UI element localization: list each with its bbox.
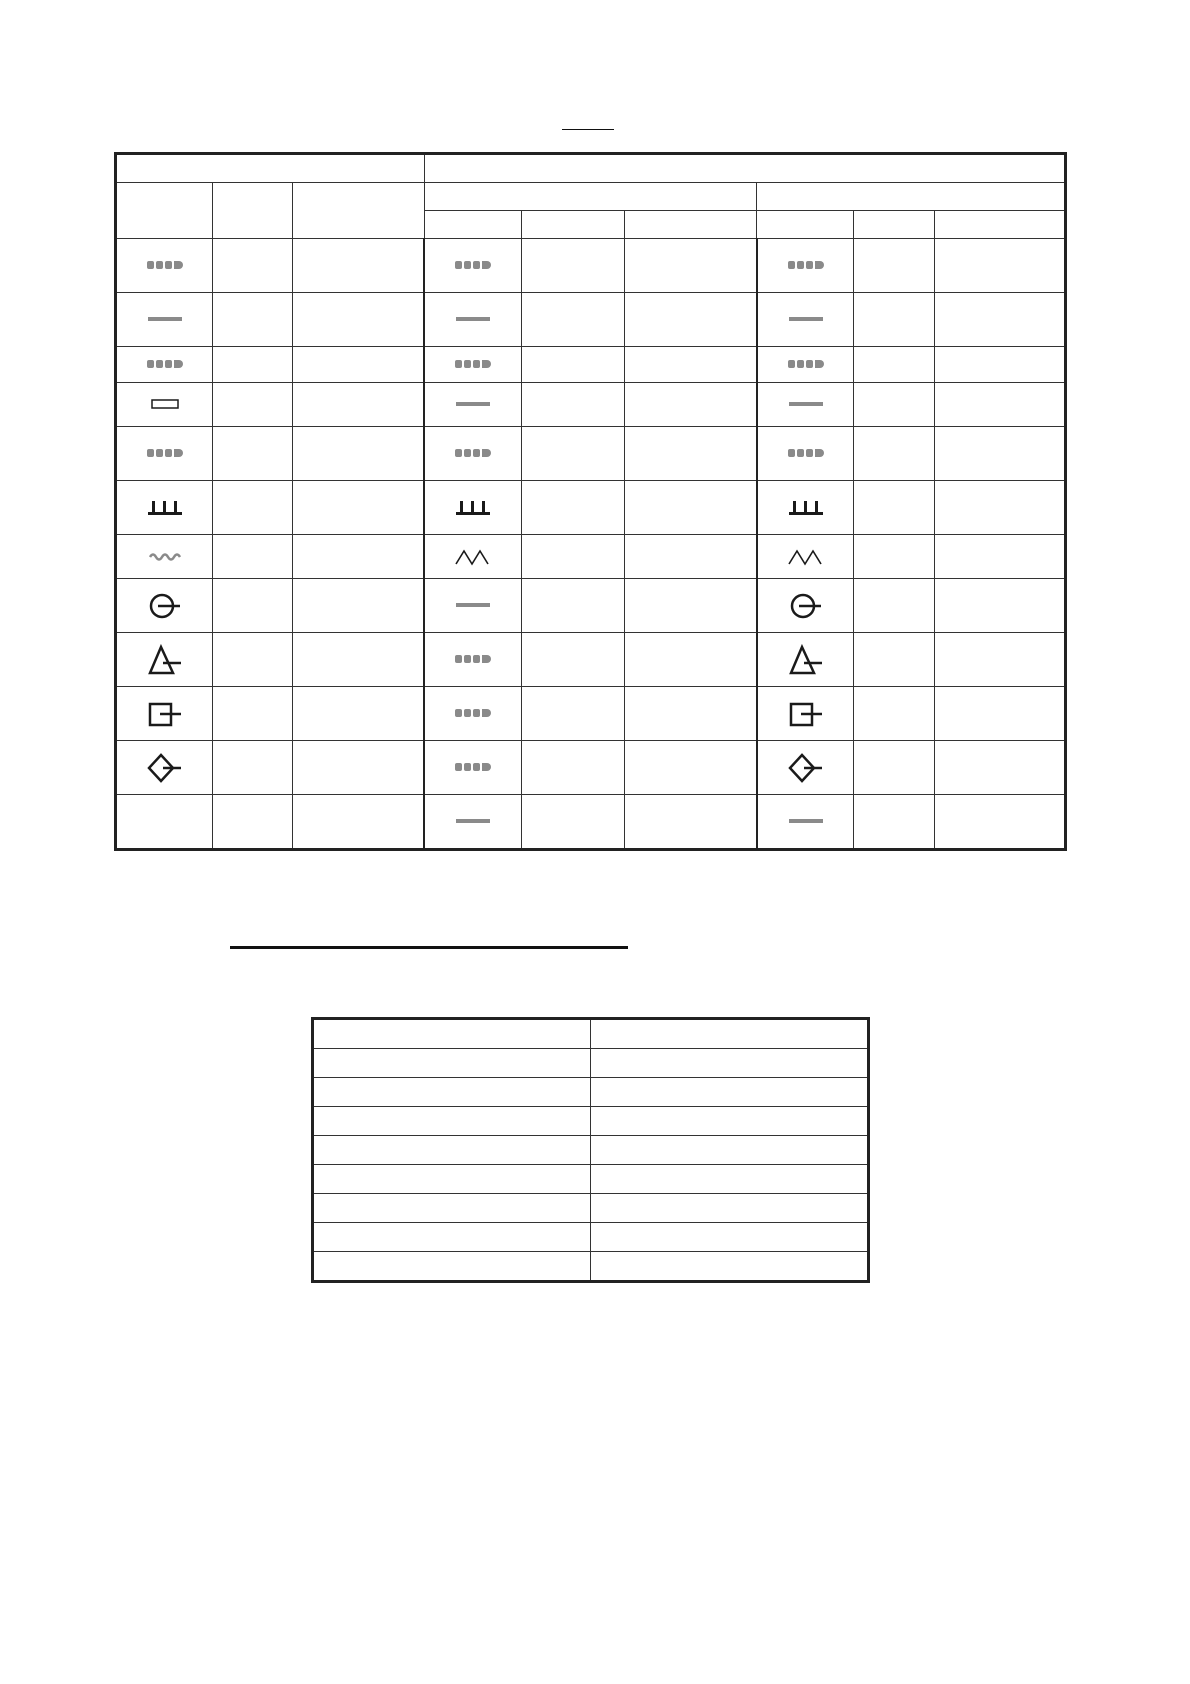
symbol-cell	[424, 239, 521, 293]
table-row	[313, 1078, 869, 1107]
table-cell	[293, 579, 424, 633]
table-cell	[293, 427, 424, 481]
table-row	[313, 1165, 869, 1194]
dotted-line-icon	[145, 447, 185, 459]
table-cell	[625, 481, 757, 535]
solid-dash-icon	[453, 600, 493, 610]
table-cell	[213, 741, 293, 795]
table-cell	[213, 579, 293, 633]
table-cell	[591, 1223, 869, 1252]
table-cell	[934, 481, 1065, 535]
table-cell	[591, 1078, 869, 1107]
table-cell	[293, 293, 424, 347]
table-cell	[213, 239, 293, 293]
table-cell	[934, 795, 1065, 850]
table-cell	[854, 293, 934, 347]
symbol-cell	[757, 347, 854, 383]
table-cell	[854, 535, 934, 579]
table-cell	[625, 347, 757, 383]
symbol-cell	[116, 383, 213, 427]
symbol-cell	[116, 579, 213, 633]
table-cell	[213, 427, 293, 481]
table-cell	[521, 741, 624, 795]
table-cell	[521, 293, 624, 347]
solid-dash-icon	[145, 314, 185, 324]
header-cell	[213, 183, 293, 239]
table-cell	[591, 1194, 869, 1223]
solid-dash-icon	[786, 314, 826, 324]
header-cell-subgroup-1	[424, 183, 757, 211]
symbol-cell	[424, 633, 521, 687]
dotted-line-icon	[453, 358, 493, 370]
table-cell	[854, 481, 934, 535]
symbol-cell	[116, 741, 213, 795]
table-row	[313, 1107, 869, 1136]
dotted-line-icon	[786, 259, 826, 271]
table-cell	[521, 427, 624, 481]
table-row	[116, 579, 1066, 633]
table-cell	[591, 1252, 869, 1282]
symbol-cell	[424, 579, 521, 633]
table-cell	[213, 383, 293, 427]
table-cell	[313, 1078, 591, 1107]
symbol-cell	[424, 687, 521, 741]
table-cell	[591, 1019, 869, 1049]
symbol-cell	[757, 481, 854, 535]
table-cell	[854, 795, 934, 850]
blank-two-column-table	[311, 1017, 870, 1283]
blank-table-body	[313, 1019, 869, 1282]
table-row	[116, 535, 1066, 579]
header-cell	[757, 211, 854, 239]
table-cell	[116, 795, 213, 850]
table-cell	[934, 741, 1065, 795]
table-cell	[313, 1194, 591, 1223]
square-tick-icon	[788, 699, 824, 729]
table-cell	[934, 535, 1065, 579]
table-row	[313, 1194, 869, 1223]
table-row	[116, 383, 1066, 427]
dotted-line-icon	[453, 259, 493, 271]
table-row	[116, 795, 1066, 850]
table-cell	[521, 535, 624, 579]
table-cell	[521, 239, 624, 293]
table-cell	[625, 427, 757, 481]
square-tick-icon	[147, 699, 183, 729]
symbol-cell	[757, 383, 854, 427]
table-cell	[591, 1107, 869, 1136]
table-cell	[313, 1165, 591, 1194]
table-row	[313, 1252, 869, 1282]
table-row	[313, 1019, 869, 1049]
dotted-line-icon	[453, 653, 493, 665]
table-row	[313, 1136, 869, 1165]
header-cell	[521, 211, 624, 239]
header-cell	[934, 211, 1065, 239]
table-cell	[213, 633, 293, 687]
table-cell	[521, 579, 624, 633]
dotted-line-icon	[145, 358, 185, 370]
table-cell	[313, 1107, 591, 1136]
table-cell	[854, 687, 934, 741]
table-cell	[521, 687, 624, 741]
symbol-cell	[116, 687, 213, 741]
table-cell	[313, 1019, 591, 1049]
table-cell	[625, 741, 757, 795]
symbol-cell	[757, 741, 854, 795]
solid-dash-icon	[453, 399, 493, 409]
table-row	[313, 1049, 869, 1078]
table-cell	[293, 741, 424, 795]
table-cell	[293, 687, 424, 741]
table-cell	[591, 1165, 869, 1194]
table-cell	[934, 383, 1065, 427]
dotted-line-icon	[786, 358, 826, 370]
table-cell	[293, 239, 424, 293]
table-row	[116, 633, 1066, 687]
symbol-cell	[757, 795, 854, 850]
table-cell	[854, 633, 934, 687]
table-row	[116, 347, 1066, 383]
table-cell	[213, 795, 293, 850]
section-heading-underline	[230, 946, 628, 949]
table-cell	[313, 1136, 591, 1165]
table-cell	[521, 383, 624, 427]
table-cell	[934, 347, 1065, 383]
header-cell	[116, 183, 213, 239]
symbol-cell	[757, 427, 854, 481]
table-row	[116, 741, 1066, 795]
zigzag-icon	[454, 547, 492, 567]
table-cell	[293, 481, 424, 535]
table-cell	[934, 293, 1065, 347]
header-cell-left-group	[116, 154, 425, 183]
solid-dash-icon	[786, 399, 826, 409]
symbol-cell	[757, 239, 854, 293]
table-cell	[625, 293, 757, 347]
header-cell-subgroup-2	[757, 183, 1066, 211]
table-cell	[934, 687, 1065, 741]
table-cell	[854, 741, 934, 795]
symbol-cell	[424, 535, 521, 579]
diamond-tick-icon	[147, 752, 183, 784]
table-cell	[591, 1049, 869, 1078]
table-cell	[934, 579, 1065, 633]
comb-icon	[787, 498, 825, 518]
wave-icon	[148, 550, 182, 562]
table-cell	[854, 427, 934, 481]
table-cell	[213, 347, 293, 383]
table-cell	[521, 347, 624, 383]
dotted-line-icon	[786, 447, 826, 459]
header-row-2	[116, 183, 1066, 211]
table-cell	[625, 535, 757, 579]
table-cell	[293, 633, 424, 687]
table-cell	[521, 795, 624, 850]
table-row	[313, 1223, 869, 1252]
table-cell	[625, 633, 757, 687]
table-row	[116, 239, 1066, 293]
table-cell	[934, 239, 1065, 293]
symbol-cell	[116, 633, 213, 687]
symbol-cell	[424, 293, 521, 347]
table-cell	[521, 633, 624, 687]
table-cell	[934, 633, 1065, 687]
table-row	[116, 481, 1066, 535]
table-cell	[313, 1223, 591, 1252]
header-row-1	[116, 154, 1066, 183]
symbol-cell	[424, 741, 521, 795]
title-underline	[562, 129, 614, 130]
solid-dash-icon	[786, 816, 826, 826]
triangle-tick-icon	[788, 644, 824, 676]
table-row	[116, 293, 1066, 347]
table-cell	[854, 579, 934, 633]
table-cell	[625, 687, 757, 741]
symbol-cell	[424, 795, 521, 850]
diamond-tick-icon	[788, 752, 824, 784]
header-cell	[424, 211, 521, 239]
symbol-cell	[424, 383, 521, 427]
circle-tick-icon	[789, 591, 823, 621]
symbol-table	[114, 152, 1067, 851]
symbol-cell	[116, 293, 213, 347]
dotted-line-icon	[453, 761, 493, 773]
symbol-cell	[116, 427, 213, 481]
table-cell	[625, 579, 757, 633]
table-row	[116, 427, 1066, 481]
header-cell	[625, 211, 757, 239]
header-cell	[293, 183, 424, 239]
symbol-cell	[757, 535, 854, 579]
solid-dash-icon	[453, 816, 493, 826]
symbol-cell	[424, 427, 521, 481]
table-cell	[293, 795, 424, 850]
dotted-line-icon	[453, 447, 493, 459]
dotted-line-icon	[453, 707, 493, 719]
symbol-cell	[116, 481, 213, 535]
table-cell	[213, 535, 293, 579]
table-cell	[213, 293, 293, 347]
symbol-cell	[116, 535, 213, 579]
table-cell	[313, 1252, 591, 1282]
table-cell	[293, 535, 424, 579]
table-cell	[293, 347, 424, 383]
symbol-cell	[757, 687, 854, 741]
table-cell	[213, 687, 293, 741]
symbol-cell	[757, 633, 854, 687]
triangle-tick-icon	[147, 644, 183, 676]
symbol-cell	[424, 481, 521, 535]
table-cell	[625, 795, 757, 850]
circle-tick-icon	[148, 591, 182, 621]
table-cell	[854, 347, 934, 383]
table-cell	[521, 481, 624, 535]
comb-icon	[454, 498, 492, 518]
solid-dash-icon	[453, 314, 493, 324]
header-cell-right-group	[424, 154, 1065, 183]
symbol-cell	[757, 579, 854, 633]
symbol-cell	[116, 239, 213, 293]
table-cell	[854, 239, 934, 293]
table-cell	[625, 239, 757, 293]
header-cell	[854, 211, 934, 239]
table-cell	[293, 383, 424, 427]
table-cell	[854, 383, 934, 427]
symbol-cell	[116, 347, 213, 383]
table-cell	[625, 383, 757, 427]
symbol-cell	[424, 347, 521, 383]
comb-icon	[146, 498, 184, 518]
table-cell	[213, 481, 293, 535]
table-cell	[313, 1049, 591, 1078]
table-row	[116, 687, 1066, 741]
open-rectangle-icon	[150, 398, 180, 410]
symbol-table-body	[116, 239, 1066, 850]
table-cell	[934, 427, 1065, 481]
table-cell	[591, 1136, 869, 1165]
dotted-line-icon	[145, 259, 185, 271]
zigzag-icon	[787, 547, 825, 567]
symbol-cell	[757, 293, 854, 347]
